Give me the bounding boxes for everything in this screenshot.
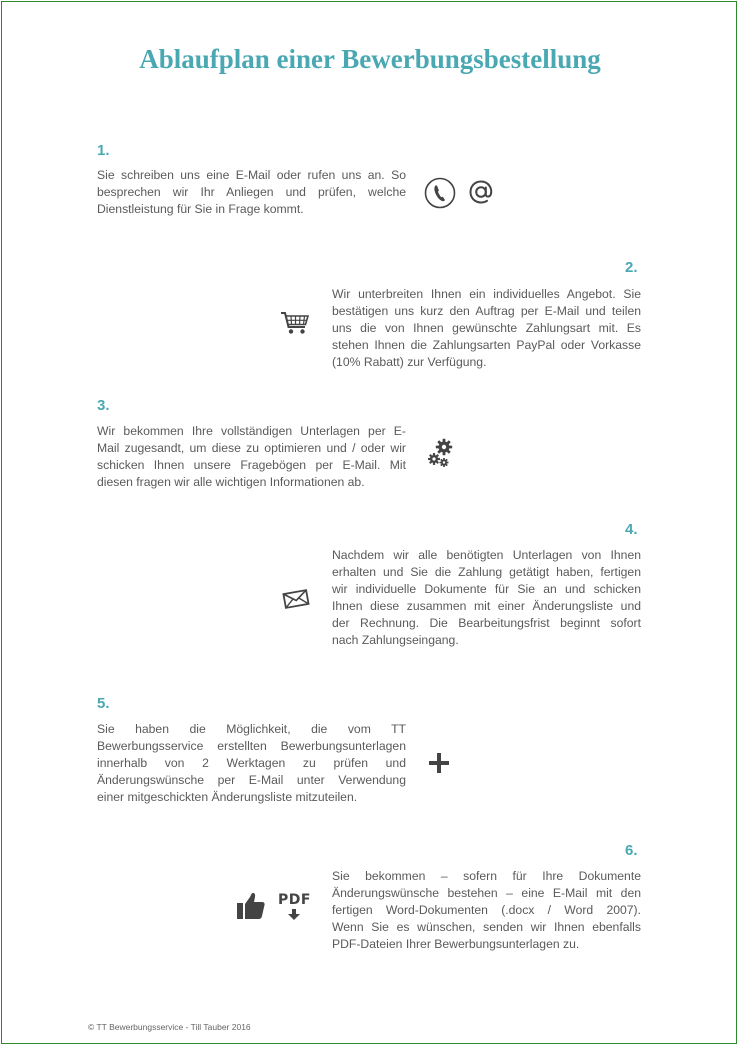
step-5-line-1: Sie haben die Möglichkeit, die vom TT xyxy=(97,722,406,736)
step-1-line-2: besprechen wir Ihr Anliegen und prüfen, welche xyxy=(97,185,406,199)
footer-copyright: © TT Bewerbungsservice - Till Tauber 2016 xyxy=(88,1022,251,1032)
step-4-line-6: nach Zahlungseingang. xyxy=(332,633,459,647)
step-6-line-3: fertigen Word-Dokumenten (.docx / Word 2007). xyxy=(332,903,641,917)
step-6-line-2: Änderungswünsche bestehen – eine E-Mail mit den xyxy=(332,886,641,900)
step-2-line-1: Wir unterbreiten Ihnen ein individuelles Angebot. Sie xyxy=(332,287,641,301)
step-6-line-1: Sie bekommen – sofern für Ihre Dokumente xyxy=(332,869,641,883)
plus-icon xyxy=(428,752,450,774)
gears-icon xyxy=(425,437,455,469)
step-2-line-3: uns die von Ihnen gewünschte Zahlungsart mit. Es xyxy=(332,321,641,335)
shopping-cart-icon xyxy=(280,310,310,336)
step-3-line-1: Wir bekommen Ihre vollständigen Unterlagen per E- xyxy=(97,424,406,438)
step-2-line-4: stehen Ihnen die Zahlungsarten PayPal oder Vorkasse xyxy=(332,338,641,352)
step-6-text xyxy=(332,868,641,953)
step-3-line-4: diesen fragen wir alle wichtigen Informationen ab. xyxy=(97,475,365,489)
step-3-text xyxy=(97,423,406,491)
pdf-download-icon xyxy=(278,893,312,923)
step-6-number: 6. xyxy=(625,842,638,859)
step-4-line-4: Ihnen diese zusammen mit einer Änderungsliste und xyxy=(332,599,641,613)
at-sign-icon xyxy=(466,177,496,207)
step-2-text xyxy=(332,286,641,371)
step-1-line-3: Dienstleistung für Sie in Frage kommt. xyxy=(97,202,304,216)
envelope-icon xyxy=(282,588,310,610)
step-5-number: 5. xyxy=(97,695,110,712)
step-1-line-1: Sie schreiben uns eine E-Mail oder rufen uns an. So xyxy=(97,168,406,182)
step-2-number: 2. xyxy=(625,259,638,276)
step-3-number: 3. xyxy=(97,397,110,414)
step-4-line-1: Nachdem wir alle benötigten Unterlagen von Ihnen xyxy=(332,548,641,562)
step-3-line-3: schicken Ihnen unsere Fragebögen per E-Mail. Mit xyxy=(97,458,406,472)
step-5-line-5: einer mitgeschickten Änderungsliste mitzuteilen. xyxy=(97,790,358,804)
step-2-line-2: bestätigen uns kurz den Auftrag per E-Mail und teilen xyxy=(332,304,641,318)
step-6-line-5: PDF-Dateien Ihrer Bewerbungsunterlagen zu. xyxy=(332,937,580,951)
step-4-line-5: der Rechnung. Die Bearbeitungsfrist beginnt sofort xyxy=(332,616,641,630)
step-3-line-2: Mail zugesandt, um diese zu optimieren und / oder wir xyxy=(97,441,406,455)
step-1-number: 1. xyxy=(97,142,110,159)
step-4-line-2: erhalten und Sie die Zahlung getätigt haben, fertigen xyxy=(332,565,641,579)
pdf-label: PDF xyxy=(278,892,311,908)
step-4-line-3: wir individuelle Dokumente für Sie an und schicken xyxy=(332,582,641,596)
step-5-line-2: Bewerbungsservice erstellten Bewerbungsunterlagen xyxy=(97,739,406,753)
thumbs-up-icon xyxy=(236,891,266,921)
step-4-number: 4. xyxy=(625,521,638,538)
phone-icon xyxy=(424,177,456,209)
step-6-line-4: Wenn Sie es wünschen, senden wir Ihnen ebenfalls xyxy=(332,920,641,934)
step-4-text xyxy=(332,547,641,649)
page-title: Ablaufplan einer Bewerbungsbestellung xyxy=(139,44,601,74)
step-2-line-5: (10% Rabatt) zur Verfügung. xyxy=(332,355,487,369)
download-arrow-icon xyxy=(288,909,300,921)
step-5-line-4: Änderungswünsche per E-Mail unter Verwendung xyxy=(97,773,406,787)
step-5-line-3: innerhalb von 2 Werktagen zu prüfen und xyxy=(97,756,406,770)
step-1-text xyxy=(97,167,406,218)
step-5-text xyxy=(97,721,406,806)
